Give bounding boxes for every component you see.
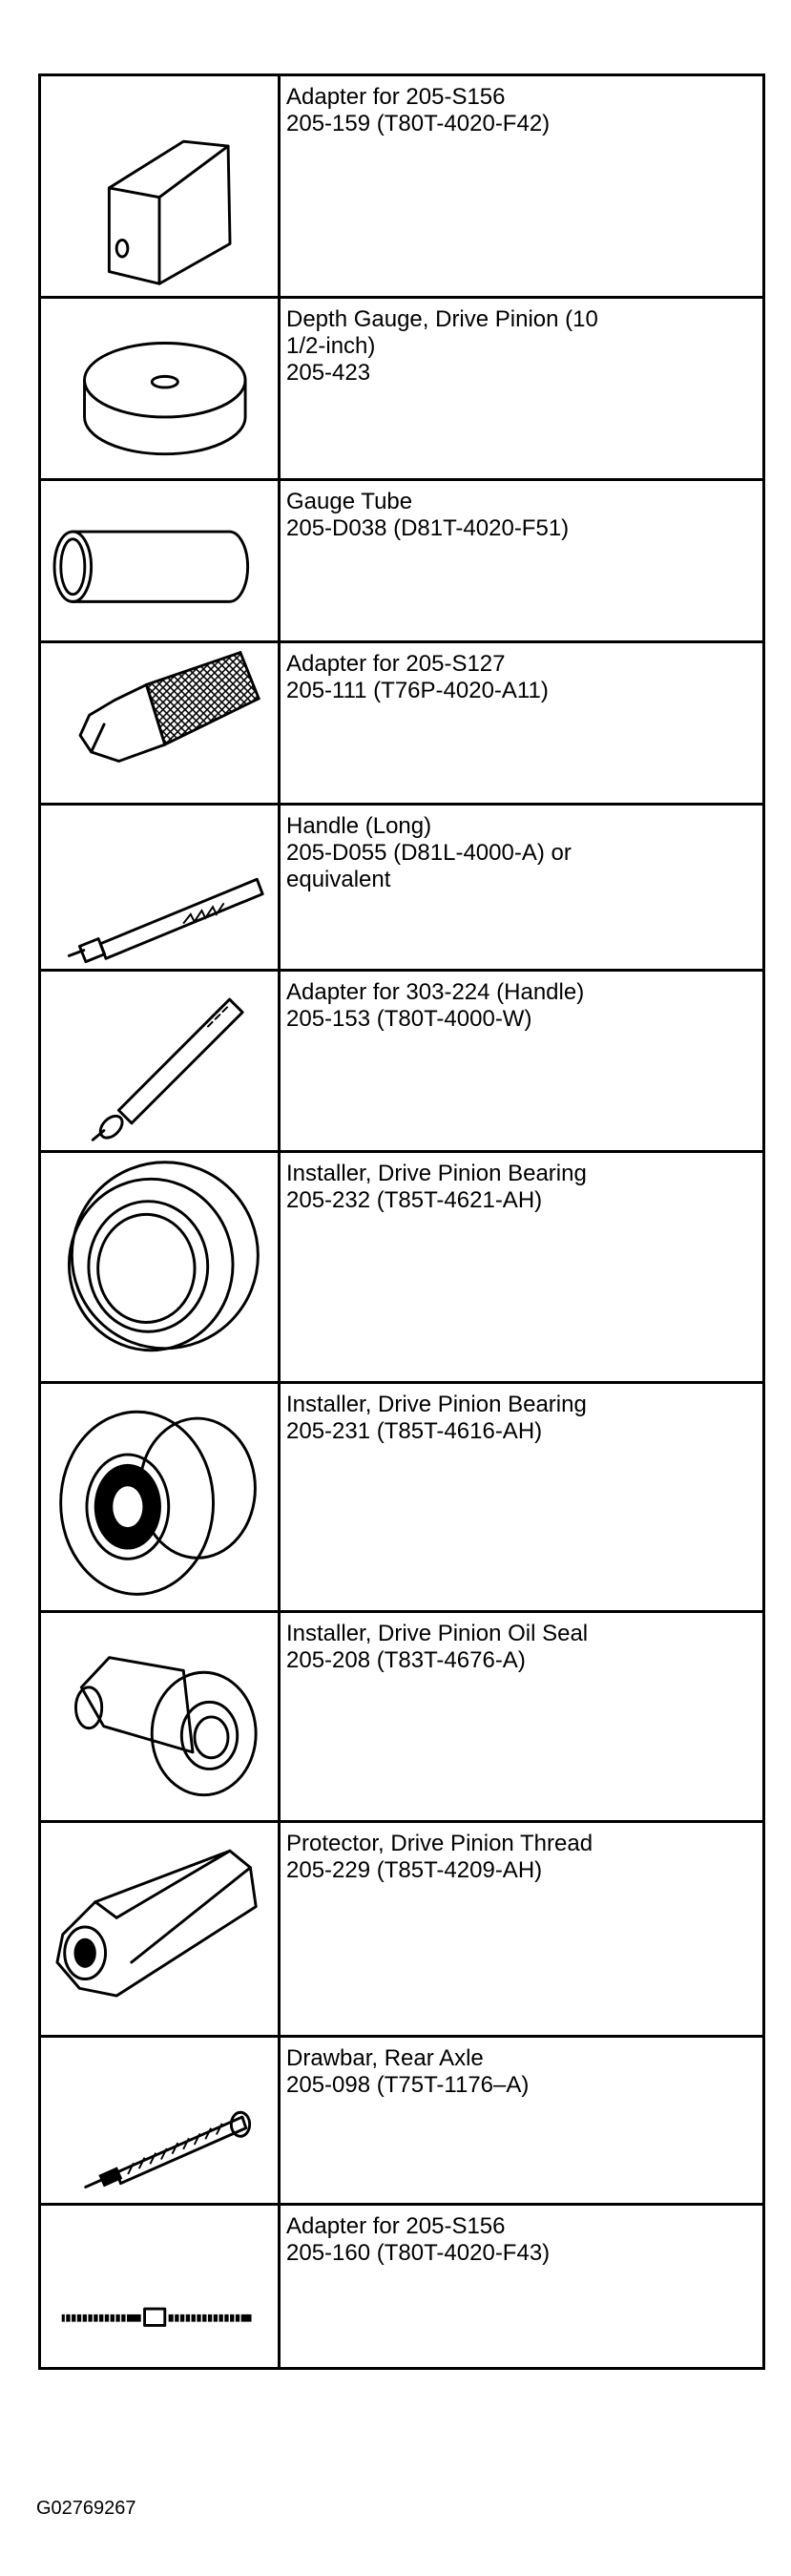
tool-name: Drawbar, Rear Axle bbox=[286, 2045, 484, 2071]
tool-part-number: 205-208 (T83T-4676-A) bbox=[286, 1647, 526, 1673]
tool-name: Installer, Drive Pinion Oil Seal bbox=[286, 1621, 589, 1646]
tool-name: Adapter for 303-224 (Handle) bbox=[286, 979, 585, 1005]
tool-row bbox=[40, 1822, 764, 2037]
tool-description-cell bbox=[280, 75, 764, 298]
hex-thread-protector-icon bbox=[41, 1823, 278, 2032]
tool-description-cell bbox=[280, 642, 764, 805]
tool-description-cell bbox=[280, 971, 764, 1152]
tool-row bbox=[40, 971, 764, 1152]
tool-row bbox=[40, 75, 764, 298]
tool-description-cell bbox=[280, 1152, 764, 1383]
tool-row bbox=[40, 642, 764, 805]
tool-description-cell bbox=[280, 2205, 764, 2369]
tool-name: Gauge Tube bbox=[286, 489, 413, 514]
tool-description-cell bbox=[280, 1383, 764, 1612]
tool-illustration-cell bbox=[40, 1383, 280, 1612]
tool-row bbox=[40, 2037, 764, 2205]
tool-illustration-cell bbox=[40, 971, 280, 1152]
tool-part-number: 205-229 (T85T-4209-AH) bbox=[286, 1857, 543, 1883]
tool-row bbox=[40, 480, 764, 642]
tool-part-number: 205-423 bbox=[286, 360, 371, 386]
tool-description-cell bbox=[280, 480, 764, 642]
tool-name-continued: 1/2-inch) bbox=[286, 333, 376, 359]
tool-part-number: 205-D038 (D81T-4020-F51) bbox=[286, 515, 570, 541]
tool-part-number: 205-098 (T75T-1176–A) bbox=[286, 2072, 530, 2098]
tool-name: Adapter for 205-S127 bbox=[286, 651, 506, 677]
tool-name: Adapter for 205-S156 bbox=[286, 2213, 506, 2239]
tool-name: Installer, Drive Pinion Bearing bbox=[286, 1161, 587, 1186]
gauge-tube-icon bbox=[41, 481, 278, 638]
tool-illustration-cell bbox=[40, 2037, 280, 2205]
tool-description-cell bbox=[280, 805, 764, 971]
tool-description-cell bbox=[280, 1822, 764, 2037]
tool-part-number: 205-D055 (D81L-4000-A) or bbox=[286, 840, 572, 866]
tool-part-number: 205-231 (T85T-4616-AH) bbox=[286, 1418, 543, 1444]
tool-row bbox=[40, 2205, 764, 2369]
tool-name: Protector, Drive Pinion Thread bbox=[286, 1831, 593, 1856]
figure-id: G02769267 bbox=[36, 2498, 136, 2519]
handle-adapter-icon bbox=[41, 972, 278, 1147]
tool-illustration-cell bbox=[40, 642, 280, 805]
tool-row bbox=[40, 805, 764, 971]
threaded-rod-adapter-icon bbox=[41, 2206, 278, 2364]
tool-illustration-cell bbox=[40, 1152, 280, 1383]
drawbar-icon bbox=[41, 2038, 278, 2200]
tool-part-number: 205-153 (T80T-4000-W) bbox=[286, 1006, 532, 1032]
knurled-adapter-icon bbox=[41, 643, 278, 800]
tool-part-number: 205-232 (T85T-4621-AH) bbox=[286, 1187, 543, 1213]
tool-row bbox=[40, 1612, 764, 1822]
tool-name: Handle (Long) bbox=[286, 813, 432, 839]
stepped-bearing-installer-icon bbox=[41, 1384, 278, 1607]
tool-part-number-continued: equivalent bbox=[286, 867, 391, 892]
tool-description-cell bbox=[280, 2037, 764, 2205]
tool-row bbox=[40, 1383, 764, 1612]
depth-gauge-disc-icon bbox=[41, 299, 278, 475]
oil-seal-installer-icon bbox=[41, 1613, 278, 1817]
tool-name: Adapter for 205-S156 bbox=[286, 84, 506, 110]
adapter-block-icon bbox=[41, 76, 278, 293]
tool-part-number: 205-159 (T80T-4020-F42) bbox=[286, 111, 551, 136]
tool-description-cell bbox=[280, 1612, 764, 1822]
bearing-installer-ring-icon bbox=[41, 1153, 278, 1378]
tool-row bbox=[40, 1152, 764, 1383]
tool-illustration-cell bbox=[40, 298, 280, 480]
tool-name: Depth Gauge, Drive Pinion (10 bbox=[286, 306, 598, 332]
tool-illustration-cell bbox=[40, 2205, 280, 2369]
tool-illustration-cell bbox=[40, 1822, 280, 2037]
tool-illustration-cell bbox=[40, 805, 280, 971]
tool-description-cell bbox=[280, 298, 764, 480]
tool-name: Installer, Drive Pinion Bearing bbox=[286, 1392, 587, 1417]
tool-part-number: 205-111 (T76P-4020-A11) bbox=[286, 678, 549, 703]
tool-part-number: 205-160 (T80T-4020-F43) bbox=[286, 2240, 551, 2266]
tool-illustration-cell bbox=[40, 1612, 280, 1822]
long-handle-icon bbox=[41, 806, 278, 966]
tool-illustration-cell bbox=[40, 75, 280, 298]
tool-illustration-cell bbox=[40, 480, 280, 642]
tool-row bbox=[40, 298, 764, 480]
special-tools-table bbox=[38, 73, 765, 2370]
